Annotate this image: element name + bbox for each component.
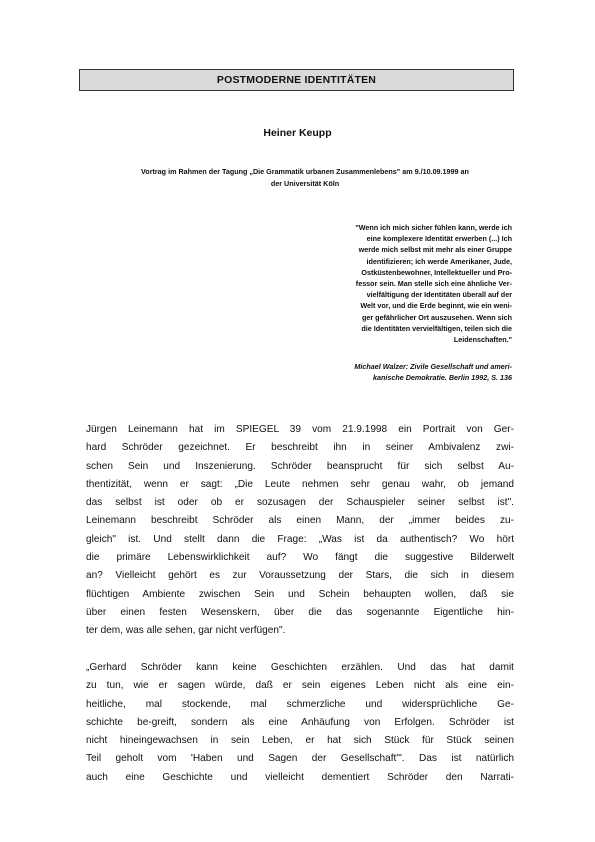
epigraph-line: eine komplexere Identität erwerben (...) Ich — [366, 234, 512, 244]
paragraph-line: flüchtigen Ambiente zwischen Sein und Schein behaupten wollen, daß sie — [86, 588, 514, 600]
epigraph-source-line: kanische Demokratie. Berlin 1992, S. 136 — [372, 373, 512, 383]
paragraph-line: heitliche, mal stockende, mal schmerzliche und widersprüchliche Ge- — [86, 698, 514, 710]
epigraph-line: Welt vor, und die Erde beginnt, wie ein weni- — [360, 301, 512, 311]
body-paragraph-1 — [86, 421, 514, 641]
body-paragraph-2 — [86, 659, 514, 787]
epigraph-line: fessor sein. Man stelle sich eine ähnliche Ver- — [355, 279, 512, 289]
epigraph-line: die Identitäten vervielfältigen, teilen sich die — [361, 323, 512, 333]
paragraph-line: das selbst ist oder ob er sozusagen der Schauspieler seiner selbst ist". — [86, 497, 514, 509]
epigraph-line: werde mich selbst mit mehr als einer Gruppe — [358, 245, 512, 255]
epigraph-quote — [288, 222, 512, 345]
epigraph-source — [288, 361, 512, 384]
epigraph-source-line: Michael Walzer: Zivile Gesellschaft und ameri- — [354, 362, 512, 371]
document-title: POSTMODERNE IDENTITÄTEN — [216, 74, 377, 86]
paragraph-line: nicht hineingewachsen in sein Leben, er hat sich Stück für Stück seinen — [86, 735, 514, 747]
paragraph-line: schichte be-greift, sondern als eine Anhäufung von Erfolgen. Schröder ist — [86, 716, 514, 728]
paragraph-line: über einen festen Wesenskern, über die das sogenannte Eigentliche hin- — [86, 606, 514, 618]
paragraph-line: thentizität, wenn er sagt: „Die Leute nehmen sehr genau wahr, ob jemand — [86, 478, 514, 490]
paragraph-line: gleich" ist. Und stellt dann die Frage: „Was ist da authentisch? Wo hört — [86, 533, 514, 545]
paragraph-line: Teil geholt vom 'Haben und Sagen der Gesellschaft'". Das ist natürlich — [86, 753, 514, 765]
paragraph-line: schen Sein und Inszenierung. Schröder beansprucht für sich selbst Au- — [86, 460, 514, 472]
document-title-box — [79, 69, 514, 91]
talk-subtitle — [100, 166, 510, 190]
paragraph-line: Leinemann beschreibt Schröder als einen Mann, der „immer beides zu- — [86, 515, 514, 527]
epigraph-line: Leidenschaften." — [453, 335, 512, 345]
paragraph-line: an? Vielleicht gehört es zur Voraussetzung der Stars, die sich in diesem — [86, 570, 514, 582]
author-name: Heiner Keupp — [263, 127, 332, 139]
paragraph-line: die primäre Lebenswirklichkeit auf? Wo fängt die suggestive Bilderwelt — [86, 552, 514, 564]
epigraph-line: Ostküstenbewohner, Intellektueller und Pro- — [361, 267, 512, 277]
paragraph-line: zu tun, wie er sagen würde, daß er sein eigenes Leben nicht als eine ein- — [86, 680, 514, 692]
paragraph-line: hard Schröder gezeichnet. Er beschreibt ihn in seiner Ambivalenz zwi- — [86, 442, 514, 454]
subtitle-line: Vortrag im Rahmen der Tagung „Die Grammatik urbanen Zusammenlebens" am 9./10.09.1999 an — [141, 167, 469, 176]
paragraph-line: ter dem, was alle sehen, gar nicht verfügen". — [86, 625, 286, 637]
epigraph-line: identifizieren; ich werde Amerikaner, Jude, — [366, 256, 512, 266]
epigraph-line: vielfältigung der Identitäten überall auf der — [366, 290, 512, 300]
subtitle-line: der Universität Köln — [270, 179, 340, 188]
epigraph-line: ger gefährlicher Ort auszusehen. Wenn sich — [361, 312, 512, 322]
paragraph-line: „Gerhard Schröder kann keine Geschichten erzählen. Und das hat damit — [86, 662, 514, 673]
paragraph-line: Jürgen Leinemann hat im SPIEGEL 39 vom 21.9.1998 ein Portrait von Ger- — [86, 424, 514, 435]
paragraph-line: auch eine Geschichte und vielleicht dementiert Schröder den Narrati- — [86, 771, 514, 783]
epigraph-line: "Wenn ich mich sicher fühlen kann, werde ich — [355, 223, 512, 232]
